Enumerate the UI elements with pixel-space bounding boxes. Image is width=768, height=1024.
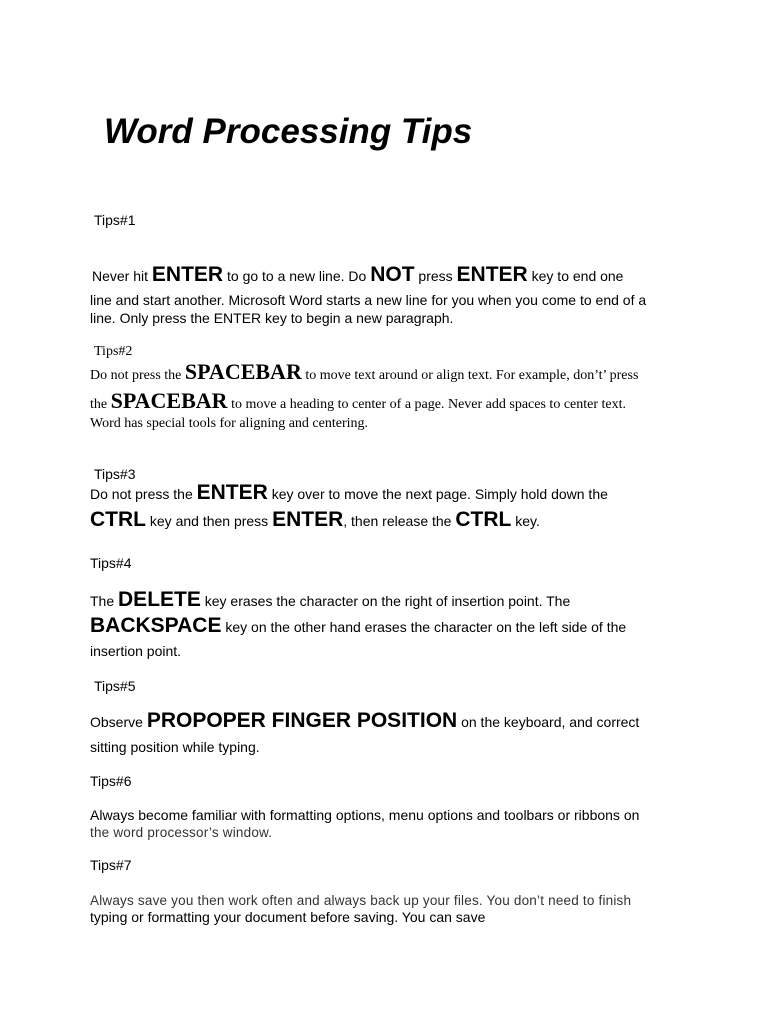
text-run: to move a heading to center of a page. Never add spaces to center text. (227, 397, 627, 412)
tip-2-line-2 (90, 388, 627, 414)
key-emphasis: ENTER (151, 263, 224, 286)
page-title: Word Processing Tips (104, 112, 473, 151)
text-run: Do not press the (90, 486, 197, 502)
text-run: The (90, 593, 119, 609)
text-run: the (90, 397, 111, 412)
tip-7-line-1: Always save you then work often and always back up your files. You don’t need to finish (90, 893, 632, 908)
text-run: to move text around or align text. For example, don’t’ press (301, 368, 639, 383)
tip-5-label: Tips#5 (94, 678, 136, 694)
text-run: key erases the character on the right of insertion point. The (200, 593, 571, 609)
key-emphasis: SPACEBAR (110, 388, 228, 413)
text-run: Never hit (92, 268, 152, 284)
tip-3-label: Tips#3 (94, 466, 136, 482)
text-run: key over to move the next page. Simply hold down the (267, 486, 608, 502)
key-emphasis: CTRL (90, 508, 146, 531)
key-emphasis: PROPOPER FINGER POSITION (146, 709, 458, 732)
tip-3-line-1 (90, 481, 608, 504)
key-emphasis: SPACEBAR (184, 359, 302, 384)
key-emphasis: CTRL (455, 508, 512, 531)
tip-7-label: Tips#7 (90, 857, 132, 873)
tip-4-label: Tips#4 (90, 555, 132, 571)
key-emphasis: ENTER (272, 508, 344, 531)
tip-6-line-1: Always become familiar with formatting options, menu options and toolbars or ribbons on (90, 807, 640, 823)
tip-2-line-1 (90, 359, 639, 385)
tip-4-line-2 (90, 614, 627, 637)
tip-2-line-3: Word has special tools for aligning and centering. (90, 416, 369, 431)
tip-1-line-3: line. Only press the ENTER key to begin a new paragraph. (90, 310, 454, 326)
tip-1-line-1 (92, 263, 624, 286)
tip-1-label: Tips#1 (94, 212, 136, 228)
key-emphasis: ENTER (196, 481, 268, 504)
tip-1-line-2: line and start another. Microsoft Word starts a new line for you when you come to end of a (90, 292, 647, 308)
key-emphasis: ENTER (456, 263, 528, 286)
tip-5-line-2: sitting position while typing. (90, 739, 260, 755)
tip-5-line-1 (90, 709, 640, 732)
tip-4-line-3: insertion point. (90, 643, 182, 659)
key-emphasis: BACKSPACE (90, 614, 222, 637)
tip-6-line-2: the word processor’s window. (90, 825, 273, 840)
tip-6-label: Tips#6 (90, 773, 132, 789)
text-run: Do not press the (90, 368, 185, 383)
text-run: key to end one (527, 268, 624, 284)
key-emphasis: NOT (370, 263, 415, 286)
text-run: Observe (90, 714, 147, 730)
tip-2-label: Tips#2 (94, 344, 133, 359)
text-run: to go to a new line. Do (223, 268, 371, 284)
text-run: key on the other hand erases the character on the left side of the (221, 619, 627, 635)
text-run: key and then press (146, 513, 273, 529)
text-run: key. (511, 513, 540, 529)
tip-7-line-2: typing or formatting your document before saving. You can save (90, 909, 486, 925)
tip-3-line-2 (90, 508, 540, 531)
key-emphasis: DELETE (118, 588, 201, 611)
text-run: press (414, 268, 457, 284)
tip-4-line-1 (90, 588, 571, 611)
text-run: on the keyboard, and correct (457, 714, 640, 730)
text-run: , then release the (343, 513, 456, 529)
